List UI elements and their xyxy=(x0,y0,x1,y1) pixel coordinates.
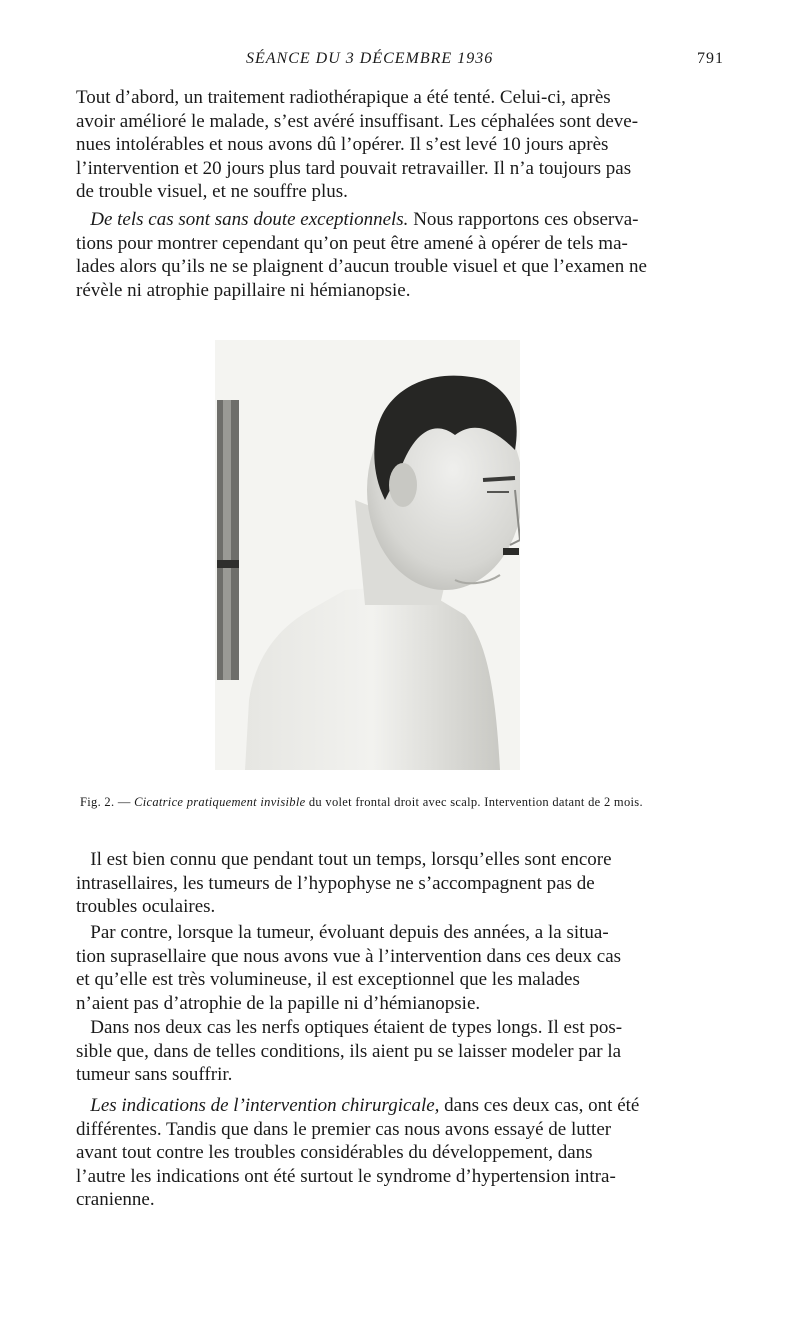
text-run: dans ces deux cas, ont été xyxy=(439,1095,640,1116)
text-line xyxy=(76,208,724,232)
figure-caption xyxy=(80,795,724,810)
emphasis-text: De tels cas sont sans doute exceptionnels. xyxy=(90,209,409,230)
text-line: l’intervention et 20 jours plus tard pouvait retravailler. Il n’a toujours pas xyxy=(76,157,632,179)
text-line: lades alors qu’ils ne se plaignent d’aucun trouble visuel et que l’examen ne xyxy=(76,256,647,277)
text-line xyxy=(76,921,724,945)
running-title: SÉANCE DU 3 DÉCEMBRE 1936 xyxy=(246,50,494,67)
text-line: n’aient pas d’atrophie de la papille ni d’hémianopsie. xyxy=(76,992,481,1014)
text-line: sible que, dans de telles conditions, ils aient pu se laisser modeler par la xyxy=(76,1040,622,1062)
text-line: avant tout contre les troubles considérables du développement, dans xyxy=(76,1142,593,1163)
paragraph-1 xyxy=(76,86,724,204)
text-line: Tout d’abord, un traitement radiothérapique a été tenté. Celui-ci, après xyxy=(76,87,611,108)
text-line: différentes. Tandis que dans le premier cas nous avons essayé de lutter xyxy=(76,1118,612,1140)
running-header xyxy=(76,50,724,74)
text-line xyxy=(76,1094,724,1118)
text-run: Dans nos deux cas les nerfs optiques étaient de types longs. Il est pos- xyxy=(90,1017,623,1038)
text-line: tions pour montrer cependant qu’on peut être amené à opérer de tels ma- xyxy=(76,232,628,254)
text-line: nues intolérables et nous avons dû l’opérer. Il s’est levé 10 jours après xyxy=(76,134,609,155)
text-line: intrasellaires, les tumeurs de l’hypophyse ne s’accompagnent pas de xyxy=(76,872,595,894)
paragraph-3 xyxy=(76,848,724,919)
photograph-image xyxy=(215,340,520,770)
paragraph-2 xyxy=(76,208,724,302)
text-run: Par contre, lorsque la tumeur, évoluant depuis des années, a la situa- xyxy=(90,922,609,943)
page-number: 791 xyxy=(697,50,724,67)
text-line: troubles oculaires. xyxy=(76,896,216,917)
text-line: avoir amélioré le malade, s’est avéré insuffisant. Les céphalées sont deve- xyxy=(76,110,639,132)
text-line: révèle ni atrophie papillaire ni hémianopsie. xyxy=(76,279,411,301)
text-line: l’autre les indications ont été surtout le syndrome d’hypertension intra- xyxy=(76,1165,616,1187)
text-run: Il est bien connu que pendant tout un temps, lorsqu’elles sont encore xyxy=(90,849,612,870)
text-line: cranienne. xyxy=(76,1189,155,1210)
text-line xyxy=(76,848,724,872)
figure-label: Fig. 2. — xyxy=(80,795,131,809)
paragraph-4 xyxy=(76,921,724,1015)
text-line: et qu’elle est très volumineuse, il est exceptionnel que les malades xyxy=(76,969,580,990)
patient-photograph xyxy=(215,340,520,770)
paragraph-5 xyxy=(76,1016,724,1087)
caption-text: du volet frontal droit avec scalp. Intervention datant de 2 mois. xyxy=(308,795,643,809)
caption-emphasis: Cicatrice pratiquement invisible xyxy=(134,795,306,809)
text-line xyxy=(76,1016,724,1040)
paragraph-6 xyxy=(76,1094,724,1212)
text-line: tion suprasellaire que nous avons vue à l’intervention dans ces deux cas xyxy=(76,945,622,967)
text-line: tumeur sans souffrir. xyxy=(76,1064,233,1085)
text-line: de trouble visuel, et ne souffre plus. xyxy=(76,181,348,202)
emphasis-text: Les indications de l’intervention chirurgicale, xyxy=(90,1095,440,1116)
text-run: Nous rapportons ces observa- xyxy=(408,209,639,230)
